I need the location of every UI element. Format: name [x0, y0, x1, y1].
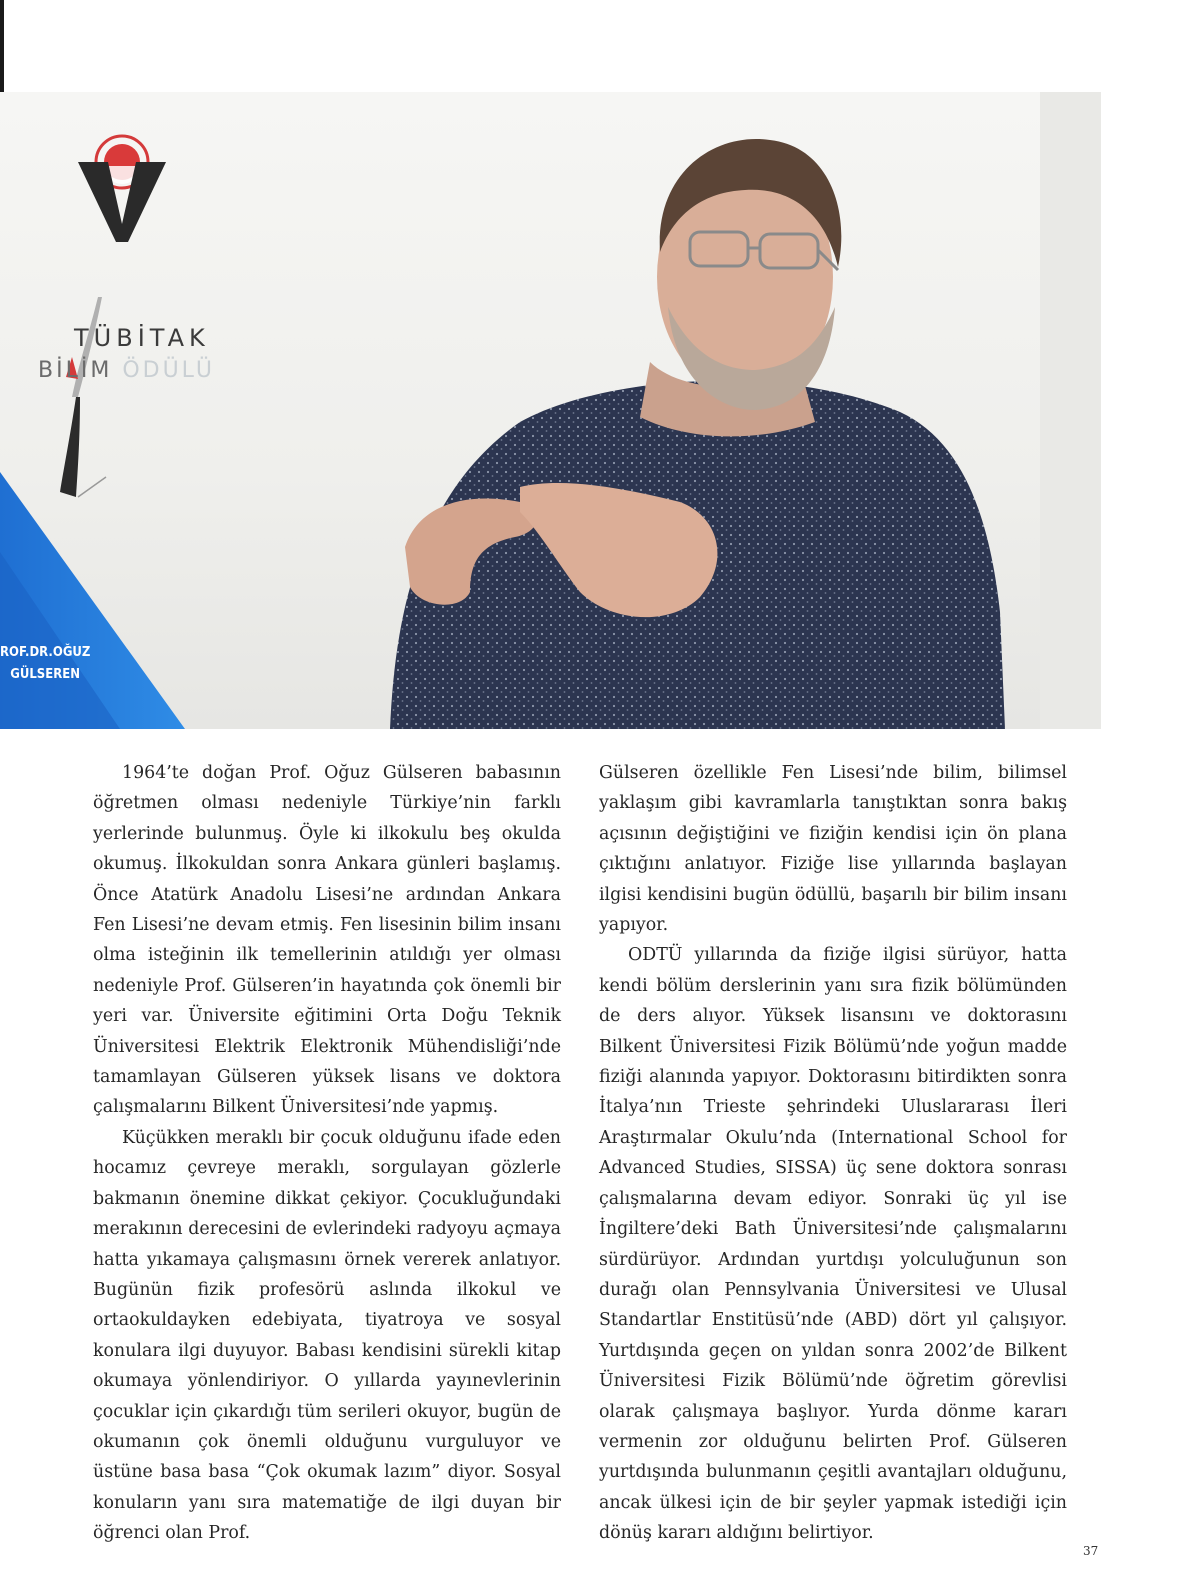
portrait-illustration	[0, 92, 1101, 729]
tubitak-emblem-icon	[78, 136, 166, 242]
paragraph: 1964’te doğan Prof. Oğuz Gülseren babasının öğretmen olması nedeniyle Türkiye’nin farklı yerlerinde bulunmuş. Öyle ki ilkokulu beş okulda okumuş. İlkokuldan sonra Ankara günleri başlamış. Önce Atatürk Anadolu Lisesi’ne ardından Ankara Fen Lisesi’ne devam etmiş. Fen lisesinin bilim insanı olma isteğinin ilk temellerinin atıldığı yer olması nedeniyle Prof. Gülseren’in hayatında çok önemli bir yeri var. Üniversite eğitimini Orta Doğu Teknik Üniversitesi Elektrik Elektronik Mühendisliği’nde tamamlayan Gülseren yüksek lisans ve doktora çalışmalarını Bilkent Üniversitesi’nde yapmış.	[93, 763, 561, 1118]
paragraph: Küçükken meraklı bir çocuk olduğunu ifade eden hocamız çevreye meraklı, sorgulayan gözlerle bakmanın önemine dikkat çekiyor. Çocukluğundaki merakının derecesini de evlerindeki radyoyu açmaya hatta yıkamaya çalışmasını örnek vererek anlatıyor. Bugünün fizik profesörü aslında ilkokul ve ortaokuldayken edebiyata, tiyatroya ve sosyal konulara ilgi duyuyor. Babası kendisini sürekli kitap okumaya yönlendiriyor. O yıllarda yayınevlerinin çocuklar için çıkardığı tüm serileri okuyor, bugün de okumanın çok önemli olduğunu vurguluyor ve üstüne basa basa “Çok okumak lazım” diyor. Sosyal konuların yanı sıra matematiğe de ilgi duyan bir öğrenci olan Prof.	[93, 1127, 561, 1544]
portrait-photo	[0, 92, 1101, 729]
banner-name-line2: GÜLSEREN	[10, 667, 80, 682]
article-column-left	[93, 758, 561, 1549]
logo-subtitle	[38, 358, 238, 383]
page-number: 37	[1083, 1544, 1099, 1558]
page-edge-mark	[0, 0, 4, 92]
banner-name-line1: ROF.DR.OĞUZ	[0, 645, 91, 660]
logo-subtitle-light: ÖDÜLÜ	[122, 358, 215, 383]
logo-title: TÜBİTAK	[74, 324, 210, 352]
paragraph: Gülseren özellikle Fen Lisesi’nde bilim, bilimsel yaklaşım gibi kavramlarla tanıştıktan sonra bakış açısının değiştiğini ve fiziğin kendisi için ön plana çıktığını anlatıyor. Fiziğe lise yıllarında başlayan ilgisi kendisini bugün ödüllü, başarılı bir bilim insanı yapıyor.	[599, 763, 1067, 936]
article-column-right	[599, 758, 1067, 1549]
banner-name	[0, 642, 91, 686]
paragraph: ODTÜ yıllarında da fiziğe ilgisi sürüyor, hatta kendi bölüm derslerinin yanı sıra fizik bölümünden de ders alıyor. Yüksek lisansını ve doktorasını Bilkent Üniversitesi Fizik Bölümü’nde yoğun madde fiziği alanında yapıyor. Doktorasını bitirdikten sonra İtalya’nın Trieste şehrindeki Uluslararası İleri Araştırmalar Okulu’nda (International School for Advanced Studies, SISSA) üç sene doktora sonrası çalışmalarına devam ediyor. Sonraki üç yıl ise İngiltere’deki Bath Üniversitesi’nde çalışmalarını sürdürüyor. Ardından yurtdışı yolculuğunun son durağı olan Pennsylvania Üniversitesi ve Ulusal Standartlar Enstitüsü’nde (ABD) dört yıl çalışıyor. Yurtdışında geçen on yıldan sonra 2002’de Bilkent Üniversitesi Fizik Bölümü’nde öğretim görevlisi olarak çalışmaya başlıyor. Yurda dönme kararı vermenin zor olduğunu belirten Prof. Gülseren yurtdışında bulunmanın çeşitli avantajları olduğunu, ancak ülkesi için de bir şeyler yapmak istediği için dönüş kararı aldığını belirtiyor.	[599, 945, 1067, 1544]
logo-subtitle-dark: BİLİM	[38, 358, 113, 383]
